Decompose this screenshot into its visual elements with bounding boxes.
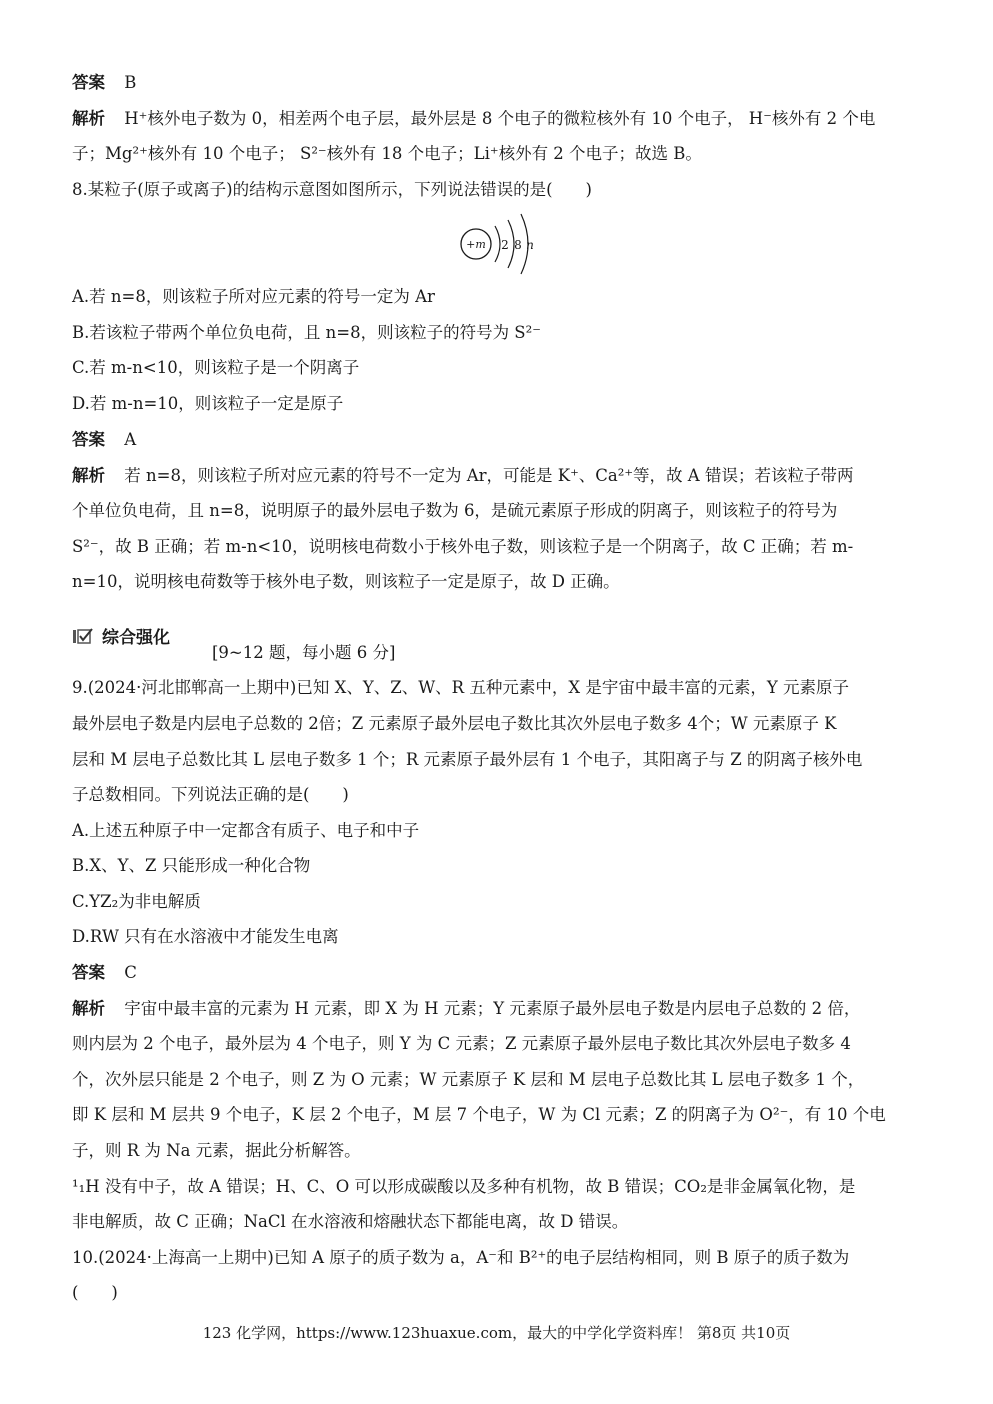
section-title: 综合强化 [102, 628, 170, 648]
q9-analysis-line-3: 个，次外层只能是 2 个电子，则 Z 为 O 元素；W 元素原子 K 层和 M 层电子总数比其 L 层电子数多 1 个， [72, 1070, 865, 1089]
q9-answer [72, 961, 921, 985]
page-footer: 123 化学网，https://www.123huaxue.com，最大的中学化学资料库！ 第8页 共10页 [202, 1324, 791, 1342]
atom-diagram-svg [455, 212, 545, 276]
q8-option-a: A.若 n=8，则该粒子所对应元素的符号一定为 Ar [72, 287, 435, 306]
answer-value: B [124, 73, 137, 92]
answer-label: 答案 [72, 430, 105, 449]
q9-question-line-1: 9.(2024·河北邯郸高一上期中)已知 X、Y、Z、W、R 五种元素中，X 是宇宙中最丰富的元素，Y 元素原子 [72, 678, 849, 697]
shell-2-count: 8 [514, 238, 522, 252]
q8-answer [72, 428, 921, 452]
shell-3-count: n [526, 238, 534, 252]
q10-question-line-1: 10.(2024·上海高一上期中)已知 A 原子的质子数为 a，A⁻和 B²⁺的电子层结构相同，则 B 原子的质子数为 [72, 1248, 850, 1267]
q8-analysis-line-3: S²⁻，故 B 正确；若 m-n<10，说明核电荷数小于核外电子数，则该粒子是一个阴离子，故 C 正确；若 m- [72, 537, 854, 556]
q9-question-line-2: 最外层电子数是内层电子总数的 2倍；Z 元素原子最外层电子数比其次外层电子数多 4个；W 元素原子 K [72, 714, 837, 733]
analysis-label: 解析 [72, 999, 105, 1018]
shell-arc-1 [495, 226, 500, 262]
analysis-label: 解析 [72, 109, 105, 128]
answer-value: A [124, 430, 137, 449]
q9-question-line-4: 子总数相同。下列说法正确的是( ) [72, 785, 349, 804]
q10-question-line-2: ( ) [72, 1283, 118, 1302]
atom-structure-diagram [455, 212, 545, 276]
answer-value: C [124, 963, 137, 982]
shell-arc-2 [508, 220, 514, 268]
q7-answer [72, 71, 921, 95]
q8-analysis-line-4: n=10，说明核电荷数等于核外电子数，则该粒子一定是原子，故 D 正确。 [72, 572, 620, 591]
q9-analysis-line-6: ¹₁H 没有中子，故 A 错误；H、C、O 可以形成碳酸以及多种有机物，故 B 错误；CO₂是非金属氧化物，是 [72, 1177, 856, 1196]
q9-analysis-line-4: 即 K 层和 M 层共 9 个电子，K 层 2 个电子，M 层 7 个电子，W 为 Cl 元素；Z 的阴离子为 O²⁻，有 10 个电 [72, 1105, 886, 1124]
q9-option-b: B.X、Y、Z 只能形成一种化合物 [72, 856, 311, 875]
q9-option-c: C.YZ₂为非电解质 [72, 892, 201, 911]
q9-question-line-3: 层和 M 层电子总数比其 L 层电子数多 1 个；R 元素原子最外层有 1 个电子，其阳离子与 Z 的阴离子核外电 [72, 750, 863, 769]
q9-analysis-line-7: 非电解质，故 C 正确；NaCl 在水溶液和熔融状态下都能电离，故 D 错误。 [72, 1212, 629, 1231]
section-header [72, 623, 170, 648]
q9-option-d: D.RW 只有在水溶液中才能发生电离 [72, 927, 339, 946]
checklist-icon [72, 627, 94, 645]
q8-option-d: D.若 m-n=10，则该粒子一定是原子 [72, 394, 344, 413]
q7-analysis-line-2: 子；Mg²⁺核外有 10 个电子； S²⁻核外有 18 个电子；Li⁺核外有 2 个电子；故选 B。 [72, 144, 702, 163]
q9-analysis-line-5: 子，则 R 为 Na 元素，据此分析解答。 [72, 1141, 361, 1160]
analysis-text: 宇宙中最丰富的元素为 H 元素，即 X 为 H 元素；Y 元素原子最外层电子数是内层电子总数的 2 倍， [124, 999, 861, 1018]
q9-analysis-line-1 [72, 997, 921, 1021]
q8-analysis-line-1 [72, 464, 921, 488]
q8-question: 8.某粒子(原子或离子)的结构示意图如图所示，下列说法错误的是( ) [72, 180, 592, 199]
answer-label: 答案 [72, 73, 105, 92]
analysis-label: 解析 [72, 466, 105, 485]
analysis-text: 若 n=8，则该粒子所对应元素的符号不一定为 Ar，可能是 K⁺、Ca²⁺等，故 A 错误；若该粒子带两 [124, 466, 854, 485]
q8-option-c: C.若 m-n<10，则该粒子是一个阴离子 [72, 358, 360, 377]
shell-1-count: 2 [501, 238, 509, 252]
nucleus-label: +m [466, 238, 486, 251]
section-subtitle: [9~12 题，每小题 6 分] [212, 643, 396, 662]
analysis-text: H⁺核外电子数为 0，相差两个电子层，最外层是 8 个电子的微粒核外有 10 个电子， H⁻核外有 2 个电 [124, 109, 876, 128]
q8-analysis-line-2: 个单位负电荷，且 n=8，说明原子的最外层电子数为 6，是硫元素原子形成的阴离子，则该粒子的符号为 [72, 501, 838, 520]
q9-option-a: A.上述五种原子中一定都含有质子、电子和中子 [72, 821, 420, 840]
q8-option-b: B.若该粒子带两个单位负电荷，且 n=8，则该粒子的符号为 S²⁻ [72, 323, 541, 342]
q9-analysis-line-2: 则内层为 2 个电子，最外层为 4 个电子，则 Y 为 C 元素；Z 元素原子最外层电子数比其次外层电子数多 4 [72, 1034, 851, 1053]
q7-analysis-line-1 [72, 107, 921, 131]
answer-label: 答案 [72, 963, 105, 982]
